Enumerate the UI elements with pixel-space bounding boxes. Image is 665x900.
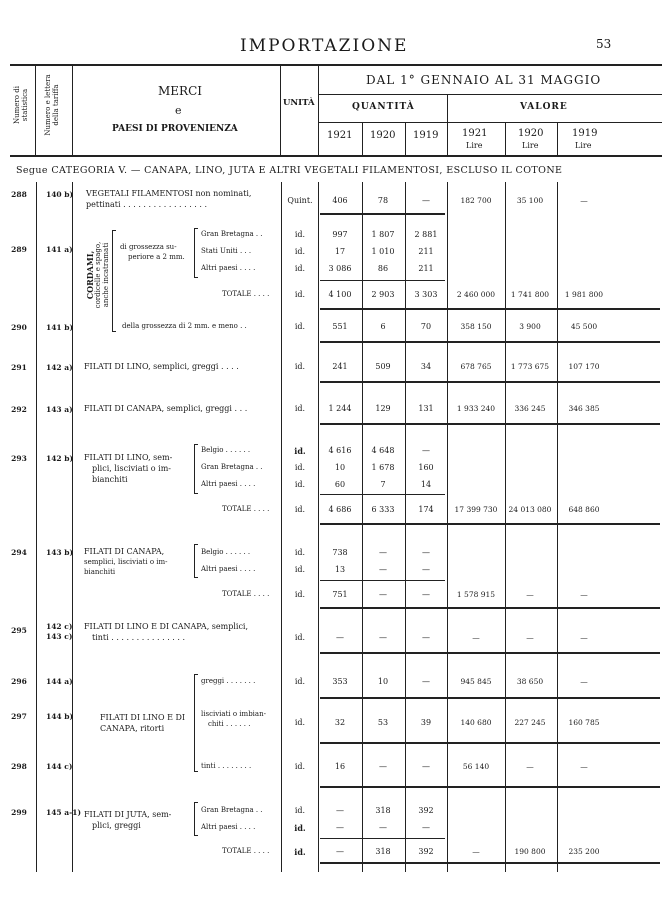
qty-1920: — (379, 823, 387, 832)
qty-1919: 3 303 (414, 290, 438, 299)
unit: id. (294, 548, 306, 557)
country-label: Gran Bretagna . . (201, 463, 263, 471)
header-e: e (175, 104, 182, 117)
tariff-number: 140 b) (46, 190, 74, 199)
row-number: 295 (11, 626, 27, 635)
unit: id. (294, 362, 306, 371)
val-1920: 1 773 675 (510, 362, 550, 371)
val-1920: 35 100 (516, 196, 544, 205)
val-1921: 945 845 (460, 677, 492, 686)
tariff-number: 141 b) (46, 323, 74, 332)
val-1921: 1 578 915 (456, 590, 496, 599)
val-1919: 648 860 (568, 505, 600, 514)
val-1920: — (526, 590, 534, 599)
qty-1920: 1 010 (371, 247, 395, 256)
tariff-number: 144 a) (46, 677, 73, 686)
qty-1921: — (336, 806, 344, 815)
tariff-number: 141 a) (46, 245, 73, 254)
qty-1919: — (422, 196, 430, 205)
tariff-number: 145 a-1) (46, 808, 82, 817)
val-1919: — (580, 633, 588, 642)
qty-1919: 392 (418, 847, 434, 856)
tariff-number: 143 c) (46, 632, 73, 641)
total-label: TOTALE . . . . (222, 847, 270, 855)
unit: id. (294, 322, 306, 331)
row-number: 294 (11, 548, 27, 557)
body-column-rule (36, 182, 37, 872)
total-rule (320, 280, 445, 281)
header-numero-tariffa: Numero e lettera della tariffa (44, 74, 60, 136)
total-rule (320, 697, 660, 699)
total-rule (320, 308, 660, 310)
qty-1921: 353 (332, 677, 348, 686)
qty-1920: 86 (377, 264, 389, 273)
qty-1921: 241 (332, 362, 348, 371)
val-1921: 2 460 000 (456, 290, 496, 299)
page-title: IMPORTAZIONE (240, 36, 409, 56)
item-description: di grossezza su- (120, 243, 177, 251)
header-valore: VALORE (520, 102, 568, 112)
unit: id. (294, 847, 306, 857)
val-1920: 24 013 080 (508, 505, 552, 514)
header-divider (318, 94, 662, 95)
header-quantita: QUANTITÀ (352, 102, 415, 112)
item-description: FILATI DI CANAPA, semplici, greggi . . . (84, 404, 248, 413)
year-q-1919: 1919 (413, 130, 439, 141)
unit: id. (294, 505, 306, 514)
brace (112, 230, 116, 332)
brace (194, 228, 198, 278)
qty-1920: — (379, 565, 387, 574)
row-number: 296 (11, 677, 27, 686)
val-1919: 107 170 (568, 362, 600, 371)
row-number: 288 (11, 190, 27, 199)
country-label: Gran Bretagna . . (201, 806, 263, 814)
qty-1920: 129 (375, 404, 391, 413)
row-number: 293 (11, 454, 27, 463)
item-description: CANAPA, ritorti (100, 724, 165, 733)
qty-1920: 4 648 (371, 446, 395, 455)
cordami-label: anche incatramati (102, 242, 110, 308)
val-1919: 45 500 (570, 322, 598, 331)
val-1920: 336 245 (514, 404, 546, 413)
qty-1921: 1 244 (328, 404, 352, 413)
unit: id. (294, 463, 306, 472)
qty-1921: 4 100 (328, 290, 352, 299)
val-1921: 1 933 240 (456, 404, 496, 413)
row-number: 292 (11, 405, 27, 414)
unit: id. (294, 404, 306, 413)
val-1921: — (472, 633, 480, 642)
qty-1919: — (422, 823, 430, 832)
qty-1919: 174 (418, 505, 434, 514)
qty-1921: 751 (332, 590, 348, 599)
qty-1919: — (422, 548, 430, 557)
val-1919: 235 200 (568, 847, 600, 856)
header-divider (280, 66, 281, 155)
qty-1920: 10 (377, 677, 389, 686)
unit: id. (294, 290, 306, 299)
qty-1919: 39 (420, 718, 432, 727)
total-rule (320, 494, 445, 495)
qty-1921: 997 (332, 230, 348, 239)
qty-1920: 7 (380, 480, 386, 489)
header-divider (318, 66, 319, 155)
unit: id. (294, 590, 306, 599)
total-rule (320, 786, 660, 788)
qty-1919: — (422, 590, 430, 599)
unit: id. (294, 633, 306, 642)
qty-1919: — (422, 446, 430, 455)
item-description: FILATI DI LINO E DI CANAPA, semplici, (84, 622, 249, 631)
total-rule (320, 341, 660, 343)
variant-label: tinti . . . . . . . . (201, 762, 252, 770)
tariff-number: 144 b) (46, 712, 74, 721)
val-1919: — (580, 590, 588, 599)
tariff-number: 142 a) (46, 363, 73, 372)
variant-label: lisciviati o imbian- (201, 710, 266, 718)
qty-1920: — (379, 633, 387, 642)
country-label: Altri paesi . . . . (201, 264, 256, 272)
country-label: Stati Uniti . . . (201, 247, 252, 255)
row-number: 298 (11, 762, 27, 771)
total-rule (320, 652, 660, 654)
val-1921: 140 680 (460, 718, 492, 727)
qty-1920: 1 807 (371, 230, 395, 239)
brace (194, 674, 198, 772)
qty-1919: 34 (420, 362, 432, 371)
qty-1921: 17 (334, 247, 346, 256)
unit: id. (294, 806, 306, 815)
qty-1921: — (336, 823, 344, 832)
tariff-number: 143 a) (46, 405, 73, 414)
country-label: Belgio . . . . . . (201, 446, 251, 454)
qty-1921: 406 (332, 196, 348, 205)
qty-1919: — (422, 565, 430, 574)
row-number: 291 (11, 363, 27, 372)
qty-1921: 16 (334, 762, 346, 771)
qty-1921: 551 (332, 322, 348, 331)
qty-1921: 13 (334, 565, 346, 574)
item-description: tinti . . . . . . . . . . . . . . . (92, 633, 185, 642)
val-1919: — (580, 196, 588, 205)
qty-1919: 14 (420, 480, 432, 489)
total-rule (320, 381, 660, 383)
val-1921: 678 765 (460, 362, 492, 371)
val-1919: 160 785 (568, 718, 600, 727)
lire-1919: Lire (575, 141, 592, 150)
val-1920: 190 800 (514, 847, 546, 856)
unit: id. (294, 718, 306, 727)
qty-1921: 738 (332, 548, 348, 557)
qty-1920: — (379, 548, 387, 557)
total-rule (320, 838, 445, 839)
val-1921: 17 399 730 (454, 505, 498, 514)
unit: id. (294, 565, 306, 574)
country-label: Gran Bretagna . . (201, 230, 263, 238)
year-v-1921: 1921 (462, 128, 488, 139)
row-number: 290 (11, 323, 27, 332)
item-description: bianchiti (84, 568, 116, 576)
row-number: 289 (11, 245, 27, 254)
unit: id. (294, 823, 306, 833)
unit: id. (294, 247, 306, 256)
total-label: TOTALE . . . . (222, 290, 270, 298)
total-rule (320, 742, 660, 744)
country-label: Altri paesi . . . . (201, 565, 256, 573)
total-rule (320, 580, 445, 581)
qty-1920: 509 (375, 362, 391, 371)
brace (194, 802, 198, 836)
qty-1919: 2 881 (414, 230, 438, 239)
val-1919: 346 385 (568, 404, 600, 413)
item-description: FILATI DI LINO E DI (100, 713, 186, 722)
header-period: DAL 1° GENNAIO AL 31 MAGGIO (366, 73, 602, 87)
item-description: FILATI DI CANAPA, (84, 547, 165, 556)
qty-1921: 32 (334, 718, 346, 727)
body-column-rule (447, 182, 448, 872)
header-divider (447, 94, 448, 155)
val-1919: 1 981 800 (564, 290, 604, 299)
tariff-number: 143 b) (46, 548, 74, 557)
item-description: semplici, lisciviati o im- (84, 558, 168, 566)
unit: id. (294, 677, 306, 686)
qty-1921: — (336, 633, 344, 642)
year-q-1921: 1921 (327, 130, 353, 141)
qty-1919: 211 (418, 247, 434, 256)
country-label: Altri paesi . . . . (201, 823, 256, 831)
cordami-label: cordicelle e spago, (94, 241, 102, 309)
unit: Quint. (287, 196, 313, 205)
item-description: plici, greggi (92, 821, 141, 830)
year-q-1920: 1920 (370, 130, 396, 141)
item-description: VEGETALI FILAMENTOSI non nominati, (86, 189, 252, 198)
total-rule (320, 862, 660, 864)
val-1920: — (526, 633, 534, 642)
header-divider (557, 122, 558, 155)
val-1921: 182 700 (460, 196, 492, 205)
category-heading: Segue CATEGORIA V. — CANAPA, LINO, JUTA E ALTRI VEGETALI FILAMENTOSI, ESCLUSO IL COTONE (16, 165, 563, 176)
val-1919: — (580, 677, 588, 686)
qty-1921: 3 086 (328, 264, 352, 273)
qty-1919: 70 (420, 322, 432, 331)
qty-1921: 4 686 (328, 505, 352, 514)
year-v-1920: 1920 (518, 128, 544, 139)
lire-1920: Lire (522, 141, 539, 150)
total-rule (320, 213, 445, 215)
item-description: FILATI DI LINO, semplici, greggi . . . . (84, 362, 239, 371)
qty-1919: 392 (418, 806, 434, 815)
qty-1919: — (422, 762, 430, 771)
total-rule (320, 607, 660, 609)
item-description: pettinati . . . . . . . . . . . . . . . . . (86, 200, 207, 209)
item-description: FILATI DI LINO, sem- (84, 453, 173, 462)
qty-1921: 10 (334, 463, 346, 472)
header-divider (318, 122, 662, 123)
qty-1919: 131 (418, 404, 434, 413)
val-1921: 56 140 (462, 762, 490, 771)
header-divider (362, 122, 363, 155)
variant-label: chiti . . . . . . (208, 720, 251, 728)
tariff-number: 142 b) (46, 454, 74, 463)
header-merci: MERCI (158, 84, 203, 98)
header-divider (505, 122, 506, 155)
qty-1919: — (422, 677, 430, 686)
header-paesi: PAESI DI PROVENIENZA (112, 124, 238, 134)
item-description: plici, lisciviati o im- (92, 464, 171, 473)
val-1921: — (472, 847, 480, 856)
val-1919: — (580, 762, 588, 771)
country-label: Altri paesi . . . . (201, 480, 256, 488)
qty-1920: — (379, 590, 387, 599)
item-description: bianchiti (92, 475, 128, 484)
total-rule (320, 423, 660, 425)
brace (194, 544, 198, 578)
val-1920: 227 245 (514, 718, 546, 727)
qty-1920: 318 (375, 847, 391, 856)
tariff-number: 142 c) (46, 622, 73, 631)
unit: id. (294, 446, 306, 456)
unit: id. (294, 230, 306, 239)
qty-1921: 60 (334, 480, 346, 489)
variant-label: greggi . . . . . . . (201, 677, 256, 685)
row-number: 299 (11, 808, 27, 817)
val-1920: 1 741 800 (510, 290, 550, 299)
qty-1920: 78 (377, 196, 389, 205)
header-divider (35, 66, 36, 155)
header-divider (405, 122, 406, 155)
item-description: periore a 2 mm. (128, 253, 185, 261)
qty-1919: 160 (418, 463, 434, 472)
row-number: 297 (11, 712, 27, 721)
qty-1920: 6 (380, 322, 386, 331)
qty-1921: — (336, 847, 344, 856)
val-1920: — (526, 762, 534, 771)
unit: id. (294, 762, 306, 771)
page-number: 53 (596, 37, 612, 51)
item-description: della grossezza di 2 mm. e meno . . (122, 322, 247, 330)
tariff-number: 144 c) (46, 762, 73, 771)
total-rule (320, 523, 660, 525)
item-description: FILATI DI JUTA, sem- (84, 810, 172, 819)
country-label: Belgio . . . . . . (201, 548, 251, 556)
val-1920: 38 650 (516, 677, 544, 686)
val-1921: 358 150 (460, 322, 492, 331)
qty-1920: — (379, 762, 387, 771)
unit: id. (294, 480, 306, 489)
total-label: TOTALE . . . . (222, 590, 270, 598)
year-v-1919: 1919 (572, 128, 598, 139)
cordami-label: CORDAMI, (85, 250, 95, 300)
header-divider (72, 66, 73, 155)
header-top-rule (10, 64, 662, 66)
lire-1921: Lire (466, 141, 483, 150)
qty-1919: 211 (418, 264, 434, 273)
qty-1920: 2 903 (371, 290, 395, 299)
qty-1920: 318 (375, 806, 391, 815)
header-unita: UNITÀ (283, 98, 315, 108)
qty-1920: 1 678 (371, 463, 395, 472)
qty-1919: — (422, 633, 430, 642)
val-1920: 3 900 (519, 322, 541, 331)
header-numero-statistica: Numero di statistica (13, 86, 29, 124)
brace (194, 444, 198, 494)
header-bottom-rule (10, 155, 662, 157)
qty-1920: 6 333 (371, 505, 395, 514)
qty-1920: 53 (377, 718, 389, 727)
unit: id. (294, 264, 306, 273)
qty-1921: 4 616 (328, 446, 352, 455)
total-label: TOTALE . . . . (222, 505, 270, 513)
